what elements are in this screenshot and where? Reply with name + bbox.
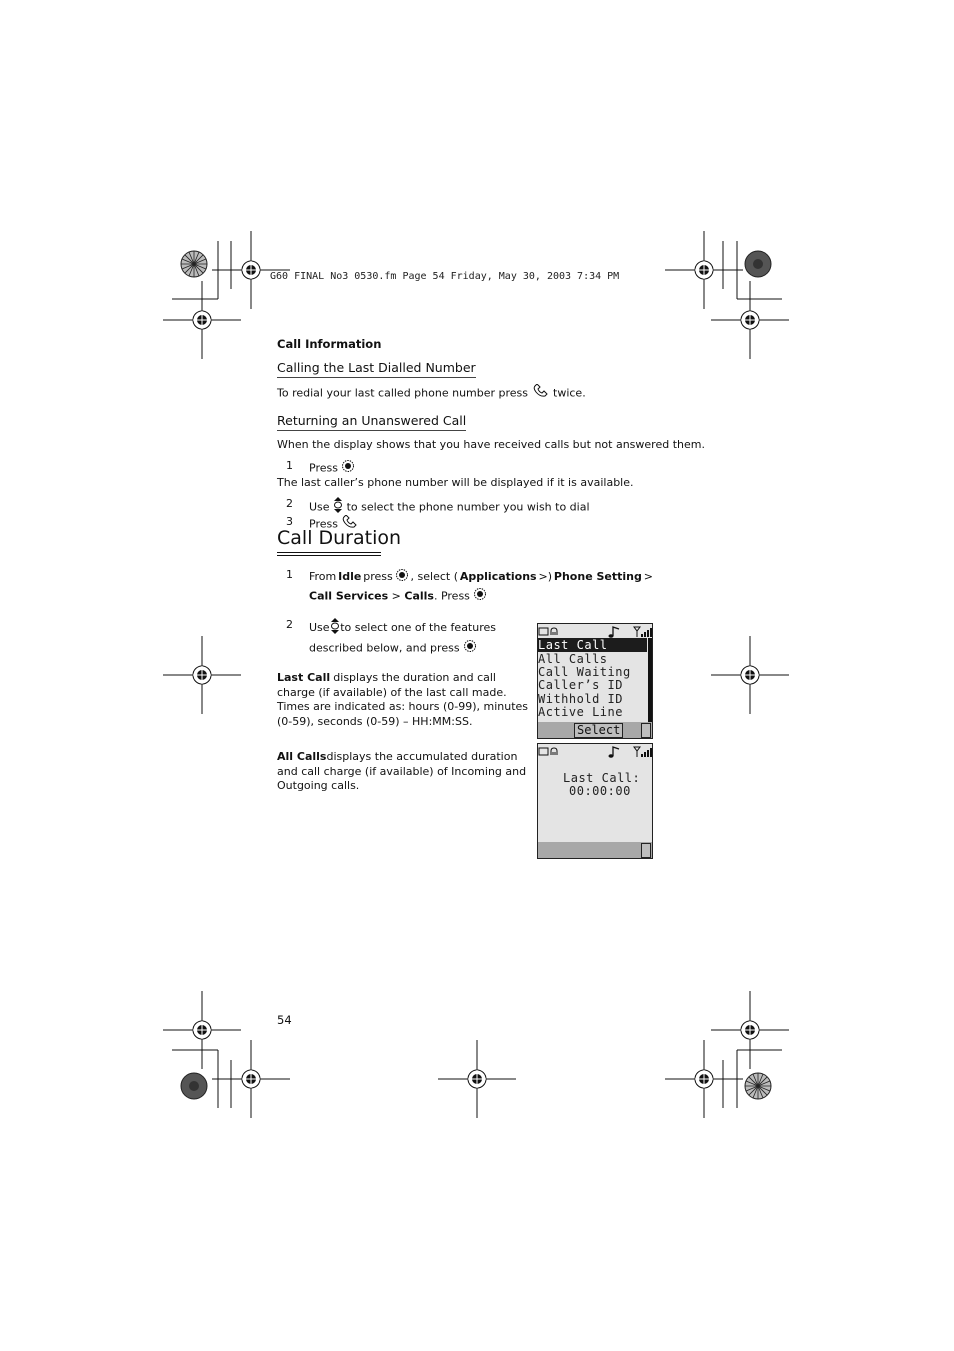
step-number: 1: [286, 459, 293, 472]
step-press-send: Press: [309, 515, 359, 534]
select-key-icon: [395, 568, 409, 587]
menu-item-active-line[interactable]: Active Line: [538, 705, 623, 719]
caller-note: The last caller’s phone number will be displayed if it is available.: [277, 476, 634, 489]
print-header: G60 FINAL No3 0530.fm Page 54 Friday, May 30, 2003 7:34 PM: [270, 271, 620, 282]
section-title: Call Information: [277, 337, 382, 351]
last-call-label: Last Call:: [563, 771, 641, 785]
step-number: 3: [286, 515, 293, 528]
back-icon[interactable]: [641, 723, 651, 738]
last-call-description: Last Call displays the duration and call charge (if available) of the last call made. Times are indicated as: hours (0-99), minutes (0-59), seconds (0-59) – HH:MM:SS.: [277, 671, 529, 728]
back-icon[interactable]: [641, 843, 651, 858]
last-call-duration: 00:00:00: [569, 784, 631, 798]
unanswered-intro: When the display shows that you have received calls but not answered them.: [277, 438, 705, 451]
send-key-icon: [532, 384, 550, 403]
softkey-bar: [538, 842, 652, 858]
subheading-last-dialled: Calling the Last Dialled Number: [277, 360, 476, 378]
heading-rule: [277, 552, 381, 553]
heading-call-duration: Call Duration: [277, 527, 402, 549]
softkey-bar: [538, 722, 652, 738]
scrollbar: [648, 638, 652, 724]
select-softkey[interactable]: Select: [574, 723, 623, 738]
menu-item-withhold-id[interactable]: Withhold ID: [538, 692, 623, 706]
select-key-icon: [473, 587, 487, 606]
step-press-select: Press: [309, 459, 355, 478]
page-number: 54: [277, 1013, 292, 1027]
all-calls-description: All Calls displays the accumulated duration and call charge (if available) of Incoming and Outgoing calls.: [277, 750, 527, 793]
heading-rule: [277, 555, 381, 556]
redial-instruction: To redial your last called phone number press twice.: [277, 384, 586, 403]
step-number: 2: [286, 618, 293, 631]
menu-item-call-waiting[interactable]: Call Waiting: [538, 665, 631, 679]
select-key-icon: [341, 459, 355, 478]
status-bar: [538, 744, 652, 758]
step-use-navigate: Use to select the phone number you wish to dial: [309, 497, 590, 518]
menu-item-last-call[interactable]: Last Call: [538, 638, 647, 652]
phone-screen-last-call: [537, 743, 653, 859]
step-number: 2: [286, 497, 293, 510]
step-navigate-menu: From Idle press , select ( Applications >) Phone Setting > Call Services > Calls. Press: [309, 568, 653, 605]
step-number: 1: [286, 568, 293, 581]
phone-screen-menu: [537, 623, 653, 739]
subheading-unanswered: Returning an Unanswered Call: [277, 413, 466, 431]
select-key-icon: [463, 639, 477, 658]
status-bar: [538, 624, 652, 638]
step-select-feature: Use to select one of the features described below, and press: [309, 618, 496, 657]
navigation-key-icon: [330, 618, 340, 639]
menu-item-all-calls[interactable]: All Calls: [538, 652, 608, 666]
menu-item-callers-id[interactable]: Caller’s ID: [538, 678, 623, 692]
